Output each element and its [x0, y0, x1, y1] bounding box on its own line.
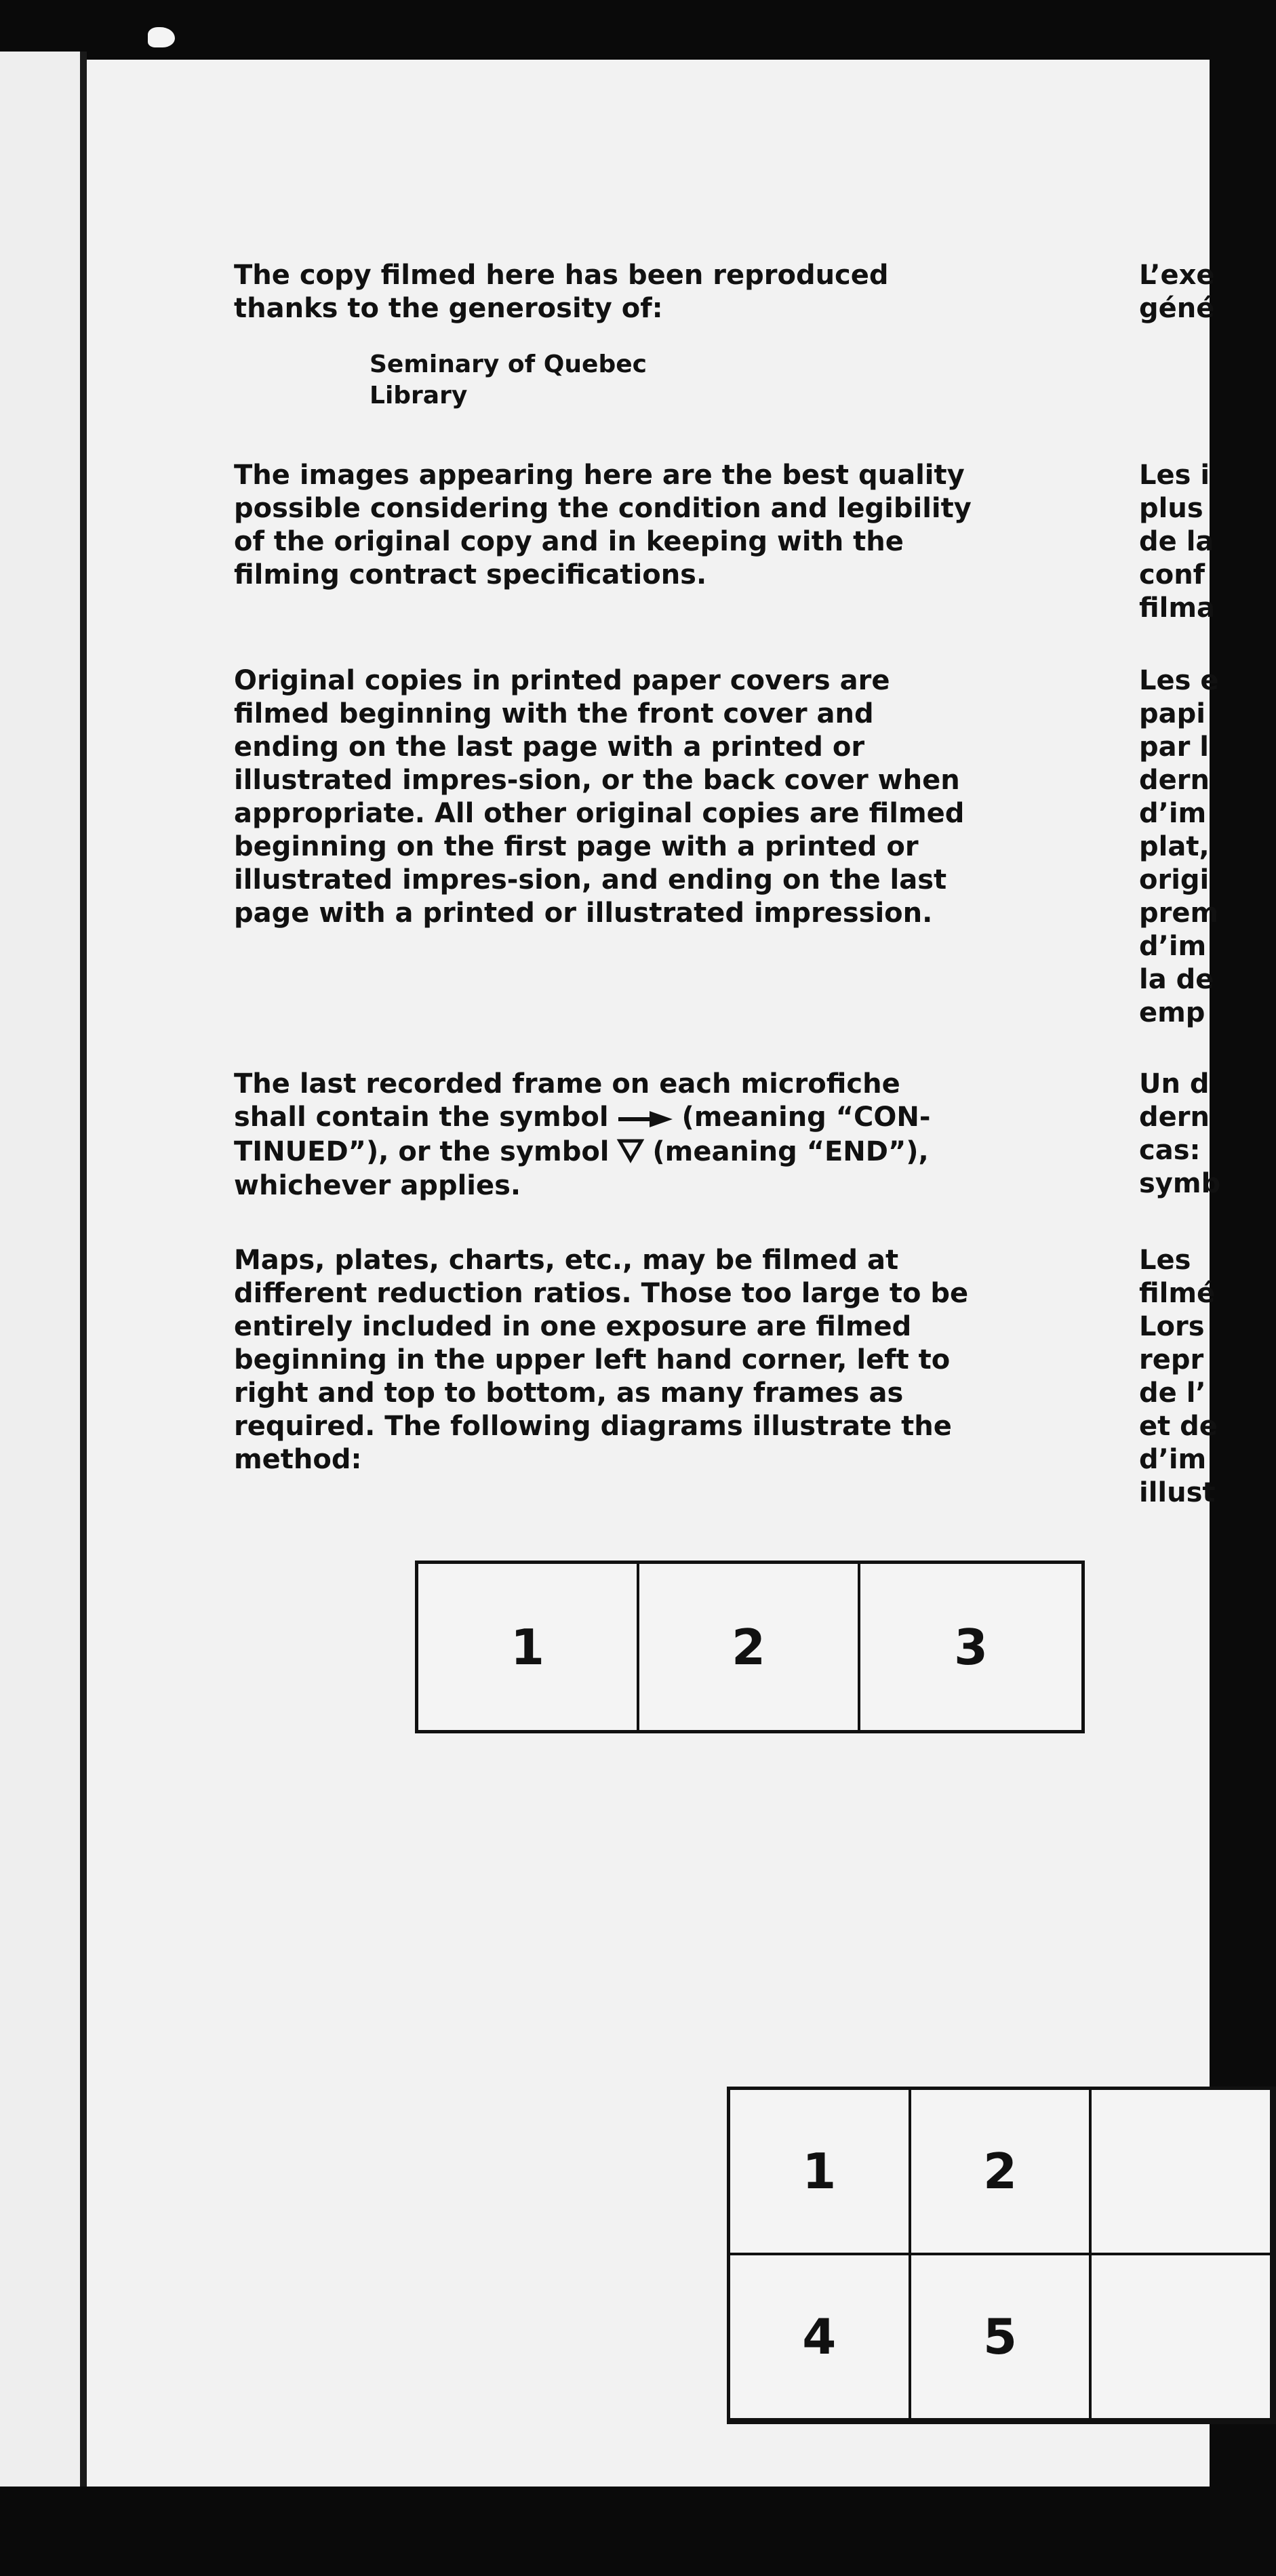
right-line: géné	[1139, 293, 1215, 324]
dust-speck	[148, 27, 175, 47]
right-column-paragraph-5	[1139, 1244, 1275, 1510]
frame-cell: 1	[418, 1564, 639, 1730]
right-line: Lors	[1139, 1311, 1205, 1342]
right-line: dern	[1139, 765, 1210, 796]
frame-cell: 3	[953, 1618, 989, 1676]
frame-cell: 1	[730, 2090, 911, 2255]
right-line: L’exe	[1139, 260, 1215, 291]
right-line: d’im	[1139, 798, 1207, 829]
right-line: dern	[1139, 1102, 1210, 1133]
right-line: d’im	[1139, 1444, 1207, 1475]
credit-line-library: Library	[370, 382, 468, 409]
right-line: par l	[1139, 731, 1209, 763]
covers-paragraph: Original copies in printed paper covers are filmed beginning with the front cover and ending on the last page with a printed or illustrated impres-sion, or the back cover when appropriate. All other original copies are filmed beginning on the first page with a printed or illustrated impres-sion, and ending on the last page with a printed or illustrated impression.	[234, 665, 965, 929]
right-line: emp	[1139, 997, 1205, 1028]
right-line: symb	[1139, 1168, 1221, 1199]
right-column-paragraph-3	[1139, 664, 1275, 1030]
triangle-down-icon	[618, 1136, 643, 1169]
credit-block	[370, 349, 647, 411]
frame-cell: 2	[911, 2090, 1092, 2255]
right-line: conf	[1139, 559, 1205, 590]
right-line: Les i	[1139, 460, 1210, 491]
symbols-text-part1: The last recorded frame on each microfiche shall contain the symbol	[234, 1068, 900, 1133]
arrow-right-icon	[618, 1102, 673, 1135]
right-column-paragraph-2	[1139, 459, 1275, 625]
right-line: de l’	[1139, 1377, 1206, 1409]
right-line: Les	[1139, 1245, 1191, 1276]
right-line: et de	[1139, 1411, 1218, 1442]
right-line: plus	[1139, 493, 1203, 524]
right-line: d’im	[1139, 931, 1207, 962]
symbols-text-part2: (meaning “CON-TINUED”), or the symbol	[234, 1102, 931, 1167]
symbols-paragraph	[234, 1068, 980, 1203]
right-line: cas:	[1139, 1135, 1201, 1166]
frame-cell: 4	[730, 2255, 911, 2421]
right-line: papi	[1139, 698, 1205, 729]
top-black-border	[0, 0, 1210, 61]
right-line: filma	[1139, 592, 1216, 624]
right-line: Un d	[1139, 1068, 1210, 1100]
symbols-text-part3: (meaning “END”), whichever applies.	[234, 1135, 929, 1201]
right-line: la de	[1139, 964, 1214, 995]
right-line: prem	[1139, 898, 1219, 929]
frame-cell: 5	[911, 2255, 1092, 2421]
bottom-black-border	[0, 2487, 1210, 2576]
right-line: de la	[1139, 526, 1214, 557]
maps-paragraph: Maps, plates, charts, etc., may be filmed at different reduction ratios. Those too large to be entirely included in one exposure are filmed beginning in the upper left hand corner, left to right and top to bottom, as many frames as required. The following diagrams illustrate the method:	[234, 1245, 969, 1475]
right-line: filmé	[1139, 1278, 1216, 1309]
frame-cell	[1092, 2255, 1273, 2421]
right-line: plat,	[1139, 831, 1210, 862]
right-line: repr	[1139, 1344, 1204, 1375]
right-line: illust	[1139, 1477, 1216, 1508]
frame-cell	[1092, 2090, 1273, 2255]
right-line: Les e	[1139, 665, 1219, 696]
right-column-paragraph-1	[1139, 259, 1275, 325]
frame-cell: 2	[639, 1564, 860, 1730]
credit-line-institution: Seminary of Quebec	[370, 350, 647, 378]
quality-paragraph: The images appearing here are the best quality possible considering the condition and legibility of the original copy and in keeping with the filming contract specifications.	[234, 460, 972, 590]
frame-order-diagram-row	[415, 1561, 1085, 1733]
left-page-edge	[0, 52, 85, 2488]
intro-paragraph: The copy filmed here has been reproduced thanks to the generosity of:	[234, 260, 889, 324]
frame-order-diagram-grid	[727, 2087, 1276, 2424]
left-gutter-line	[80, 52, 87, 2488]
right-line: origi	[1139, 864, 1210, 895]
right-column-paragraph-4	[1139, 1068, 1275, 1201]
